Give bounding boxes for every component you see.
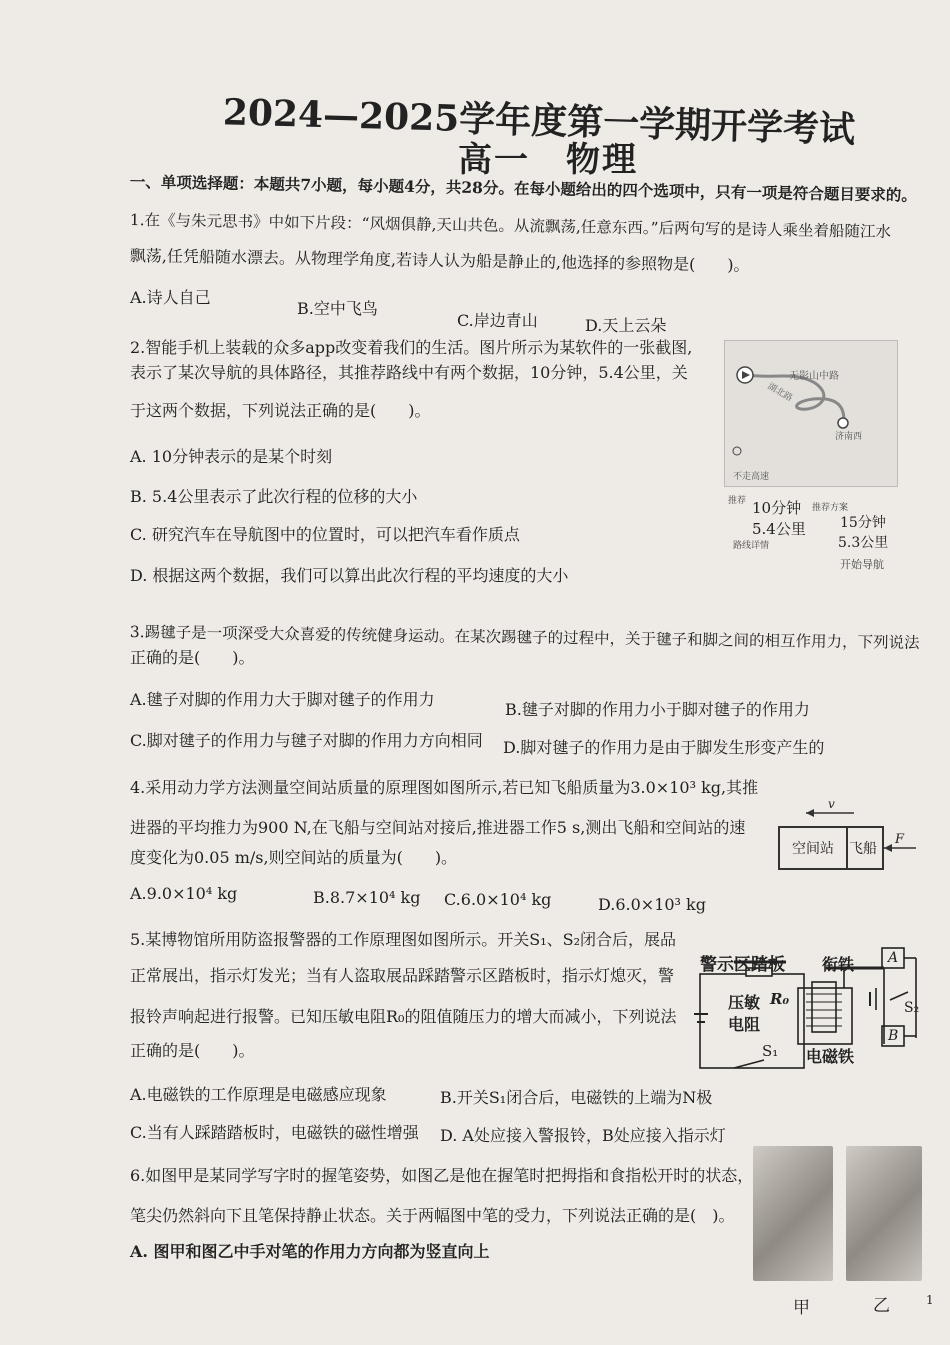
terminal-b-label: B xyxy=(888,1028,899,1044)
space-station-label: 空间站 xyxy=(792,841,834,857)
map-road-label: 湖北路 xyxy=(765,381,794,404)
resistor-label-top: 压敏 xyxy=(728,993,761,1012)
q5-option-a: A.电磁铁的工作原理是电磁感应现象 xyxy=(130,1085,387,1104)
q3-option-b: B.毽子对脚的作用力小于脚对毽子的作用力 xyxy=(505,700,810,719)
q2-option-b: B. 5.4公里表示了此次行程的位移的大小 xyxy=(130,487,418,506)
map-alt-dist: 5.3公里 xyxy=(838,535,889,551)
q2-option-d: D. 根据这两个数据，我们可以算出此次行程的平均速度的大小 xyxy=(130,566,569,585)
electromagnet-label: 电磁铁 xyxy=(806,1047,855,1066)
q3-line1: 3.踢毽子是一项深受大众喜爱的传统健身运动。在某次踢毽子的过程中，关于毽子和脚之间的相互作用力，下列说法 xyxy=(129,622,920,653)
q3-line2: 正确的是( )。 xyxy=(130,648,255,667)
q5-line1: 5.某博物馆所用防盗报警器的工作原理图如图所示。开关S₁、S₂闭合后，展品 xyxy=(130,930,677,949)
force-label: F xyxy=(895,832,905,847)
map-alt-action: 开始导航 xyxy=(840,558,884,571)
map-rec-label: 推荐 xyxy=(728,496,747,506)
velocity-arrowhead xyxy=(806,809,814,817)
s1-label: S₁ xyxy=(762,1042,779,1060)
electromagnet-frame xyxy=(798,988,852,1044)
q5-line2: 正常展出，指示灯发光；当有人盗取展品踩踏警示区踏板时，指示灯熄灭，警 xyxy=(130,966,675,985)
spaceship-box xyxy=(844,826,884,870)
velocity-label: v xyxy=(828,797,835,811)
page-number: 1 xyxy=(926,1293,934,1307)
photo-jia xyxy=(753,1146,833,1281)
pedal-label: 警示区踏板 xyxy=(700,955,785,975)
s2-label: S₂ xyxy=(904,1000,920,1016)
q1-line2: 飘荡,任凭船随水漂去。从物理学角度,若诗人认为船是静止的,他选择的参照物是( )。 xyxy=(129,246,750,275)
q3-option-a: A.毽子对脚的作用力大于脚对毽子的作用力 xyxy=(130,690,435,709)
q1-option-c: C.岸边青山 xyxy=(457,311,538,330)
spaceship-label: 飞船 xyxy=(849,841,877,857)
photo-yi-label: 乙 xyxy=(873,1296,890,1316)
resistor-label-bottom: 电阻 xyxy=(728,1015,761,1034)
q2-line1: 2.智能手机上装载的众多app改变着我们的生活。图片所示为某软件的一张截图, xyxy=(130,338,693,357)
map-rec-detail: 路线详情 xyxy=(733,541,770,551)
q4-line2: 进器的平均推力为900 N,在飞船与空间站对接后,推进器工作5 s,测出飞船和空间站的速 xyxy=(130,818,746,837)
q6-line1: 6.如图甲是某同学写字时的握笔姿势，如图乙是他在握笔时把拇指和食指松开时的状态， xyxy=(130,1166,754,1185)
q4-option-a: A.9.0×10⁴ kg xyxy=(130,884,238,903)
q5-option-d: D. A处应接入警报铃，B处应接入指示灯 xyxy=(440,1126,726,1145)
q5-line4: 正确的是( )。 xyxy=(130,1041,255,1060)
q1-line1: 1.在《与朱元思书》中如下片段：“风烟俱静,天山共色。从流飘荡,任意东西。”后两句写的是诗人乘坐着船随江水 xyxy=(129,210,892,241)
q1-option-b: B.空中飞鸟 xyxy=(297,299,378,318)
q5-option-b: B.开关S₁闭合后，电磁铁的上端为N极 xyxy=(440,1088,713,1107)
exam-title: 2024—2025学年度第一学期开学考试 xyxy=(222,91,856,151)
r0-label: R₀ xyxy=(770,990,790,1008)
q5-line3: 报铃声响起进行报警。已知压敏电阻R₀的阻值随压力的增大而减小，下列说法 xyxy=(130,1007,677,1026)
exam-subtitle: 高一 物理 xyxy=(458,140,638,180)
map-bottom-label: 不走高速 xyxy=(733,472,770,482)
photo-yi xyxy=(846,1146,922,1281)
q4-option-d: D.6.0×10³ kg xyxy=(598,895,706,914)
q4-option-b: B.8.7×10⁴ kg xyxy=(313,888,421,907)
terminal-a-label: A xyxy=(888,950,899,966)
q3-option-d: D.脚对毽子的作用力是由于脚发生形变产生的 xyxy=(503,738,825,757)
q6-option-a: A. 图甲和图乙中手对笔的作用力方向都为竖直向上 xyxy=(130,1242,490,1261)
q4-line1: 4.采用动力学方法测量空间站质量的原理图如图所示,若已知飞船质量为3.0×10³ kg,其推 xyxy=(130,778,759,797)
route-line xyxy=(725,341,897,486)
section-heading: 一、单项选择题：本题共7小题，每小题4分，共28分。在每小题给出的四个选项中，只有一项是符合题目要求的。 xyxy=(129,172,918,205)
map-rec-dist: 5.4公里 xyxy=(752,520,806,538)
q3-option-c: C.脚对毽子的作用力与毽子对脚的作用力方向相同 xyxy=(130,731,483,750)
switch-s1 xyxy=(734,1060,764,1068)
q6-line2: 笔尖仍然斜向下且笔保持静止状态。关于两幅图中笔的受力，下列说法正确的是( )。 xyxy=(130,1206,735,1225)
switch-s2 xyxy=(890,992,908,1000)
armature-label: 衔铁 xyxy=(822,955,855,974)
map-alt-label: 推荐方案 xyxy=(812,503,849,513)
q1-option-d: D.天上云朵 xyxy=(585,316,667,335)
map-start-label: 无影山中路 xyxy=(789,371,839,382)
electromagnet-core xyxy=(812,982,836,1032)
space-station-box xyxy=(778,826,848,870)
q2-line3: 于这两个数据，下列说法正确的是( )。 xyxy=(130,401,431,420)
photo-jia-label: 甲 xyxy=(793,1298,810,1318)
q1-option-a: A.诗人自己 xyxy=(130,288,211,307)
q5-option-c: C.当有人踩踏踏板时，电磁铁的磁性增强 xyxy=(130,1123,419,1142)
map-end-label: 济南西 xyxy=(835,432,863,442)
force-arrowhead xyxy=(884,844,892,852)
map-rec-time: 10分钟 xyxy=(752,499,802,517)
q4-line3: 度变化为0.05 m/s,则空间站的质量为( )。 xyxy=(130,848,458,867)
map-alt-time: 15分钟 xyxy=(840,515,886,531)
q2-option-a: A. 10分钟表示的是某个时刻 xyxy=(130,447,333,466)
q2-line2: 表示了某次导航的具体路径，其推荐路线中有两个数据，10分钟，5.4公里，关 xyxy=(130,363,688,382)
navigation-map xyxy=(724,340,898,487)
q2-option-c: C. 研究汽车在导航图中的位置时，可以把汽车看作质点 xyxy=(130,525,520,544)
q4-option-c: C.6.0×10⁴ kg xyxy=(444,890,552,909)
